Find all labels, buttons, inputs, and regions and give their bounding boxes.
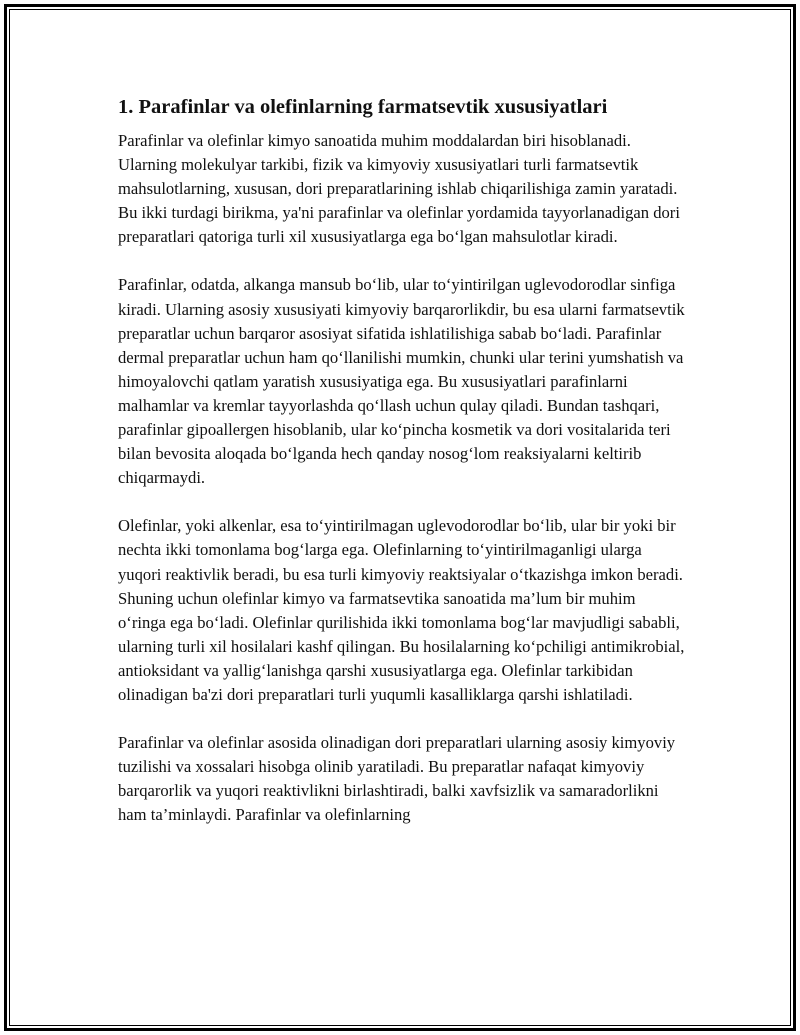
paragraph-3: Olefinlar, yoki alkenlar, esa to‘yintirilmagan uglevodorodlar bo‘lib, ular bir yoki bir nechta ikki tomonlama bog‘larga ega. Olefinlarning to‘yintirilmaganligi ularga yuqori reaktivlik beradi, bu esa turli kimyoviy reaktsiyalar o‘tkazishga imkon beradi. Shuning uchun olefinlar kimyo va farmatsevtika sanoatida ma’lum bir muhim o‘ringa ega bo‘ladi. Olefinlar qurilishida ikki tomonlama bog‘lar mavjudligi sababli, ularning turli xil hosilalari kashf qilingan. Bu hosilalarning ko‘pchiligi antimikrobial, antioksidant va yallig‘lanishga qarshi xususiyatlarga ega. Olefinlar tarkibidan olinadigan ba'zi dori preparatlari turli yuqumli kasalliklarga qarshi ishlatiladi. xyxy=(118,516,685,704)
section-heading: 1. Parafinlar va olefinlarning farmatsevtik xususiyatlari xyxy=(118,96,608,118)
paragraph-1: Parafinlar va olefinlar kimyo sanoatida muhim moddalardan biri hisoblanadi. Ularning molekulyar tarkibi, fizik va kimyoviy xususiyatlari turli farmatsevtik mahsulotlarning, xususan, dori preparatlarining ishlab chiqarilishiga zamin yaratadi. Bu ikki turdagi birikma, ya'ni parafinlar va olefinlar yordamida tayyorlanadigan dori preparatlari qatoriga turli xil xususiyatlarga ega bo‘lgan mahsulotlar kiradi. xyxy=(118,131,680,247)
paragraph-2: Parafinlar, odatda, alkanga mansub bo‘lib, ular to‘yintirilgan uglevodorodlar sinfiga kiradi. Ularning asosiy xususiyati kimyoviy barqarorlikdir, bu esa ularni farmatsevtik preparatlar uchun barqaror asosiyat sifatida ishlatilishiga sabab bo‘ladi. Parafinlar dermal preparatlar uchun ham qo‘llanilishi mumkin, chunki ular terini yumshatish va himoyalovchi qatlam yaratish xususiyatiga ega. Bu xususiyatlari parafinlarni malhamlar va kremlar tayyorlashda qo‘llash uchun qulay qiladi. Bundan tashqari, parafinlar gipoallergen hisoblanib, ular ko‘pincha kosmetik va dori vositalarida teri bilan bevosita aloqada bo‘lganda hech qanday nosog‘lom reaksiyalarni keltirib chiqarmaydi. xyxy=(118,275,685,488)
paragraph-4: Parafinlar va olefinlar asosida olinadigan dori preparatlari ularning asosiy kimyoviy tuzilishi va xossalari hisobga olinib yaratiladi. Bu preparatlar nafaqat kimyoviy barqarorlik va yuqori reaktivlikni birlashtiradi, balki xavfsizlik va samaradorlikni ham ta’minlaydi. Parafinlar va olefinlarning xyxy=(118,733,676,825)
document-body xyxy=(118,93,686,851)
